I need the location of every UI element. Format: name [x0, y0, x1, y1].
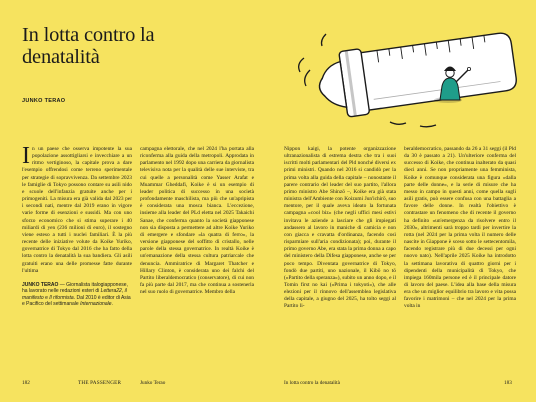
drop-cap: I	[22, 146, 30, 169]
baby-bottle-illustration	[270, 20, 532, 130]
footer-author: Junko Terao	[140, 380, 166, 386]
text-column-2	[140, 146, 254, 391]
bio-name: JUNKO TERAO	[22, 281, 59, 288]
bio-publication: Il riformista	[49, 294, 74, 301]
text-column-1	[22, 146, 132, 391]
text-column-4	[404, 146, 516, 391]
page-number-right: 183	[504, 380, 512, 386]
article-body-part-3: Nippon kaigi, la potente organizzazione ultranazionalista di estrema destra che tra i suoi iscritti molti parlamentari del Pld nonché diversi ex primi ministri. Quando nel 2016 si candidò per la prima volta alla guida della capitale – nonostante il parere contrario del leader del suo partito, l'allora primo ministro Abe Shinzō –, Koike era già stata ministra dell'Ambiente con Koizumi Jun'ichirō, suo mentore, per il quale aveva ideato la fortunata campagna «cool biz» (che negli uffici mesi estivi invitava le aziende a lasciare che gli impiegati andassero al lavoro in maniche di camicia e non con giacca e cravatta d'ordinanza, facendo così risparmiare sull'aria condizionata); poi, durante il primo governo Abe, era stata la prima donna a capo del ministero della Difesa giapponese, anche se per poco tempo. Diventata governatrice di Tokyo, fondò due partiti, uno nazionale, il Kibō no tō («Partito della speranza»), subito un anno dopo, e il Tomin first no kai («Prima i tokyoti»), che alle elezioni per il rinnovo dell'assemblea legislativa della capitale, a giugno del 2025, ha tolto seggi al Partito li-	[284, 146, 396, 310]
page-number-left: 182	[22, 380, 30, 386]
article-body-part-4: beraldemocratico, passando da 26 a 31 seggi (il Pld da 30 è passato a 21). Un'ulteriore conferma del successo di Koike, che continua inalterato da quasi dieci anni. Se non propriamente una femminista, Koike è comunque considerata una figura «dalla parte delle donne», e la serie di misure che ha messo in campo in questi anni, come quella sugli asili gratis, può essere confusa con una battaglia a favore delle donne. In realtà l'obiettivo è contrastare un fenomeno che di recente il governo ha definito «un'emergenza da risolvere entro il 2030», altrimenti sarà troppo tardi per invertire la rotta (nel 2024 per la prima volta il numero delle nascite in Giappone è sceso sotto le settecentomila, facendo registrare più di due decessi per ogni nuovo nato). Nell'aprile 2025 Koike ha introdotto la settimana lavorativa di quattro giorni per i dipendenti della municipalità di Tokyo, che impiega 160mila persone ed è il principale datore di lavoro del paese. L'idea alla base della misura era che un miglior equilibrio tra lavoro e vita possa favorire i matrimoni – che nel 2024 per la prima volta in	[404, 146, 516, 310]
magazine-name: THE PASSENGER	[78, 380, 122, 386]
footer-article-title: In lotta contro la denatalità	[284, 380, 340, 386]
bio-end: .	[111, 301, 113, 308]
text-column-3	[284, 146, 396, 391]
bio-publication: il manifesto	[22, 288, 127, 301]
article-byline: JUNKO TERAO	[22, 98, 66, 104]
bio-publication: Internazionale	[80, 301, 112, 308]
bio-publication: Lettera22	[100, 288, 122, 295]
bio-separator: ,	[121, 288, 125, 295]
article-body-part-2: campagna elettorale, che nel 2024 l'ha portata alla riconferma alla guida della metropoli. Approdata in parlamento nel 1992 dopo una carriera da giornalista televisiva nota per la qualità delle sue interviste, tra cui quelle a personalità come Yasser Arafat e Muammar Gheddafi, Koike è si un esempio di leader politica di successo in una società profondamente maschilista, ma più che un'apripista è considerata una mosca bianca. L'eccezione, insieme alla leader del PLd eletta nel 2025 Takaichi Sanae, che conferma quanto la società giapponese non sia disposta a permettere ad altre Koike Yuriko di emergere e sfondare «la quatra di ferro», la versione giapponese del soffitto di cristallo, nelle parole della stessa governatrice. In realtà Koike è un'emanazione della stessa cultura patriarcale che denuncia. Ammiratrice di Margaret Thatcher e Hillary Clinton, è considerata uno dei falchi del Partito liberaldemocratico (conservatore), di cui non fa più parte dal 2017, ma che continua a sostenerla nel suo ruolo di governatrice. Membro della	[140, 146, 254, 296]
author-bio	[22, 282, 132, 308]
bottle-icon	[315, 28, 518, 121]
bio-separator: e	[43, 294, 50, 301]
bio-text: — Giornalista italogiapponese, ha lavorato nelle redazioni esteri di	[22, 281, 128, 295]
bio-text: . Dal 2010 è editor di Asia e Pacifico del settimanale	[22, 294, 131, 308]
article-body-part-1: n un paese che osserva impotente la sua popolazione assottigliarsi e invecchiare a un ritmo vertiginoso, la capitale prova a dare l'esempio offrendosi come terreno sperimentale per strategie di sopravvivenza. Da settembre 2023 le famiglie di Tokyo possono contare su asili nido e scuole dell'infanzia gratuite anche per i primogeniti. La misura era già valida dal 2023 per i secondi nati, mentre dal 2019 erano in vigore varie forme di esenzioni e sussidi. Ma con uno sforzo economico che si stima superare i 40 miliardi di yen (236 milioni di euro), il sostegno viene esteso a tutti i nuclei familiari. È la più recente delle iniziative volute da Koike Yuriko, governatrice di Tokyo dal 2016 che ha fatto della lotta contro la denatalità la sua bandiera. Gli asili gratuiti erano una delle promesse fatte durante l'ultima	[22, 146, 132, 274]
article-title: In lotta contro la denatalità	[22, 24, 155, 68]
